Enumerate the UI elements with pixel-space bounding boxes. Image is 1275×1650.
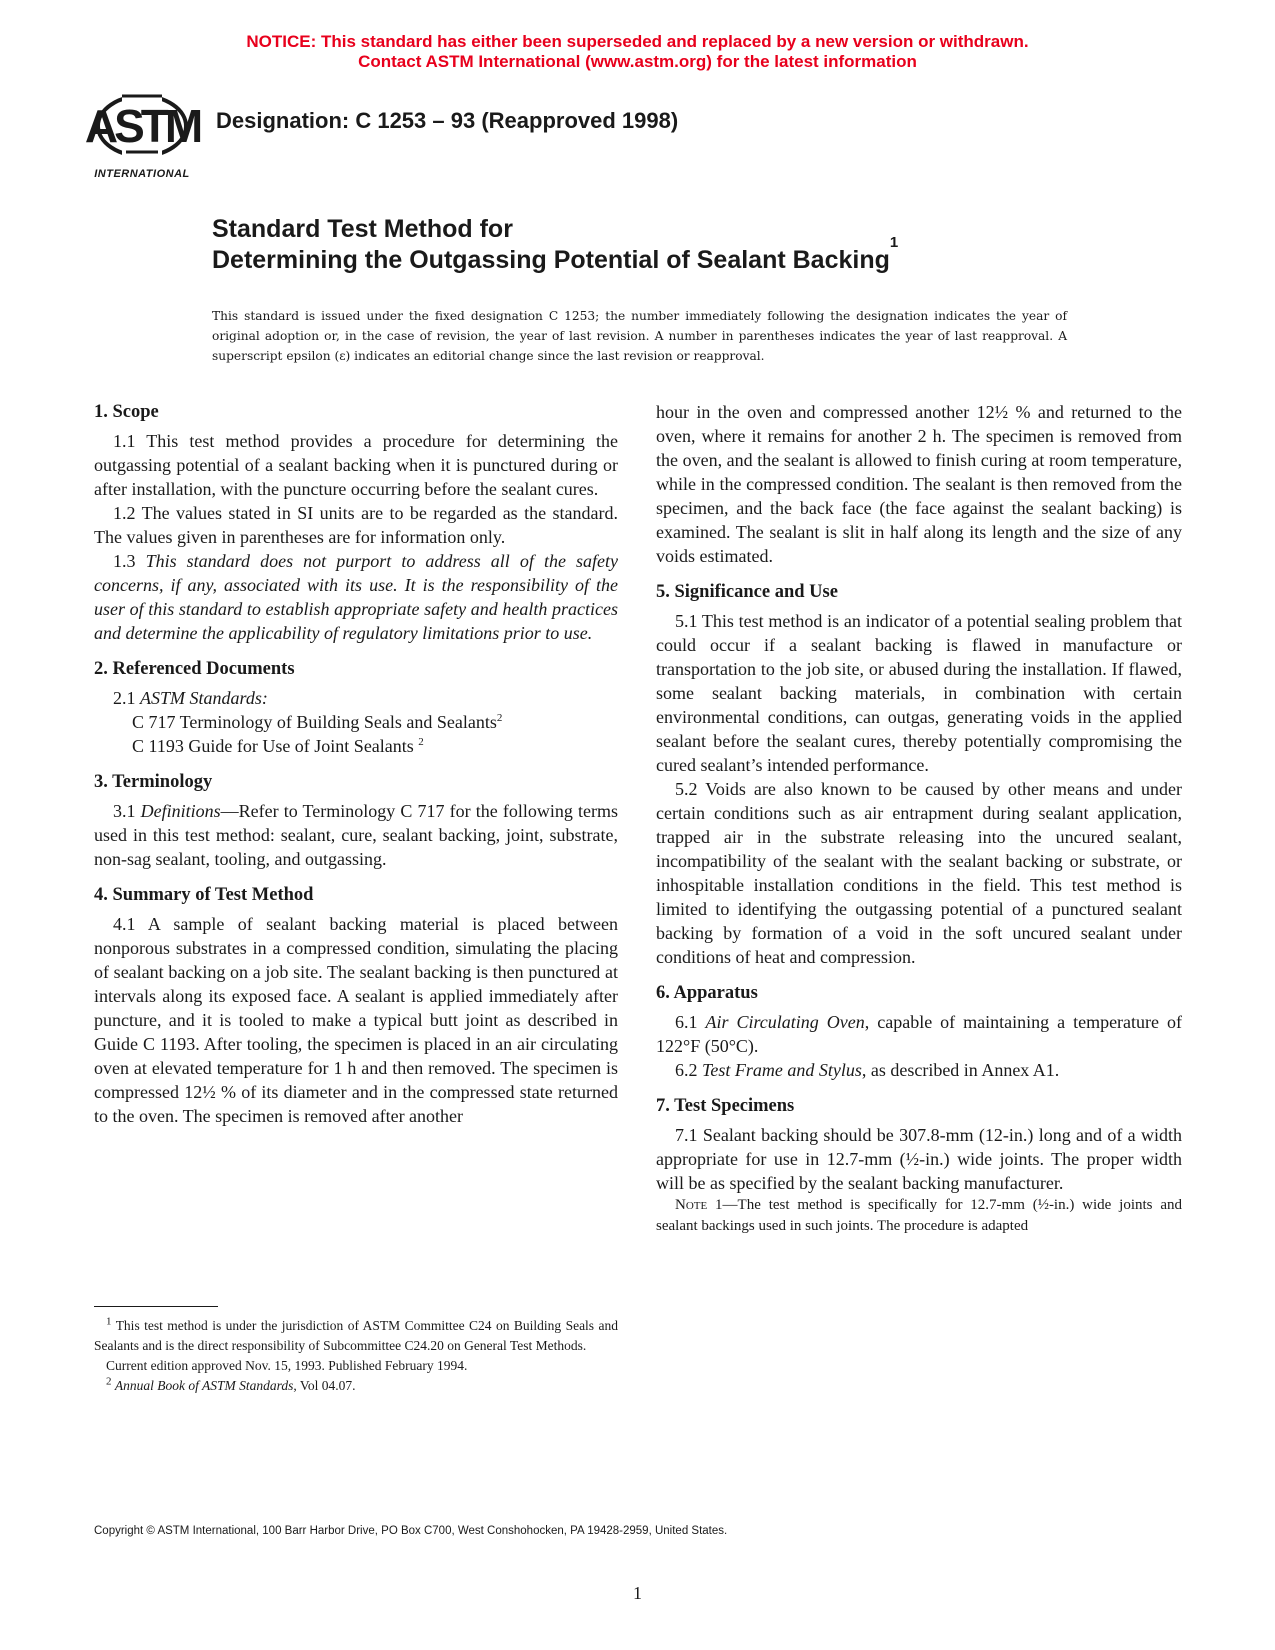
reference-c717: C 717 Terminology of Building Seals and Sealants$^2$ bbox=[132, 712, 503, 732]
paragraph-5-2: 5.2 Voids are also known to be caused by other means and under certain conditions such as air entrapment during sealant application, trapped air in the substrate releasing into the uncured sealant, incompatibility of the sealant with the sealant backing or substrate, or inhospitable installation conditions in the field. This test method is limited to identifying the outgassing potential of a punctured sealant backing by formation of a void in the soft uncured sealant under conditions of heat and compression. bbox=[656, 779, 1182, 967]
title-line-1: Standard Test Method for bbox=[212, 215, 513, 243]
svg-text:ASTM: ASTM bbox=[84, 100, 200, 152]
section-heading-summary: 4. Summary of Test Method bbox=[94, 885, 314, 905]
left-column bbox=[94, 400, 618, 1128]
notice-line-1: NOTICE: This standard has either been superseded and replaced by a new version or withdrawn. bbox=[246, 32, 1029, 51]
paragraph-1-1: 1.1 This test method provides a procedure for determining the outgassing potential of a sealant backing when it is punctured during or after installation, with the puncture occurring before the sealant cures. bbox=[94, 431, 618, 499]
paragraph-4-1-continued: hour in the oven and compressed another 12½ % and returned to the oven, where it remains for another 2 h. The specimen is removed from the oven, and the sealant is allowed to finish curing at room temperature, while in the compressed condition. The sealant is then removed from the specimen, and the back face (the face against the sealant backing) is examined. The sealant is slit in half along its length and the size of any voids estimated. bbox=[656, 402, 1182, 566]
paragraph-1-3: 1.3 This standard does not purport to address all of the safety concerns, if any, associated with its use. It is the responsibility of the user of this standard to establish appropriate safety and health practices and determine the applicability of regulatory limitations prior to use. bbox=[94, 551, 618, 643]
page-number: 1 bbox=[633, 1583, 642, 1603]
copyright-line: Copyright © ASTM International, 100 Barr Harbor Drive, PO Box C700, West Conshohocken, PA 19428-2959, United States. bbox=[94, 1525, 728, 1537]
right-column bbox=[656, 400, 1182, 1237]
paragraph-1-2: 1.2 The values stated in SI units are to be regarded as the standard. The values given in parentheses are for information only. bbox=[94, 503, 618, 547]
designation: Designation: C 1253 – 93 (Reapproved 1998) bbox=[216, 108, 679, 133]
title-footnote-mark: 1 bbox=[889, 234, 899, 251]
title-line-2: Determining the Outgassing Potential of Sealant Backing$^1$ bbox=[212, 234, 899, 274]
footnote-1: $^1$ This test method is under the jurisdiction of ASTM Committee C24 on Building Seals and Sealants and is the direct responsibility of Subcommittee C24.20 on General Test Methods. bbox=[94, 1315, 618, 1353]
paragraph-4-1: 4.1 A sample of sealant backing material is placed between nonporous substrates in a compressed condition, simulating the placing of sealant backing on a job site. The sealant backing is then punctured at intervals along its exposed face. A sealant is applied immediately after puncture, and it is tooled to make a typical butt joint as described in Guide C 1193. After tooling, the specimen is placed in an air circulating oven at elevated temperature for 1 h and then removed. The specimen is compressed 12½ % of its diameter and in the compressed state returned to the oven. The specimen is removed after another bbox=[94, 914, 618, 1126]
withdrawal-notice bbox=[0, 32, 1275, 72]
document-title bbox=[212, 214, 898, 276]
paragraph-6-2: 6.2 Test Frame and Stylus, as described in Annex A1. bbox=[675, 1060, 1060, 1080]
footnotes bbox=[94, 1316, 618, 1396]
paragraph-2-1: 2.1 ASTM Standards: bbox=[113, 688, 268, 708]
section-heading-specimens: 7. Test Specimens bbox=[656, 1096, 795, 1116]
paragraph-6-1: 6.1 Air Circulating Oven, capable of maintaining a temperature of 122°F (50°C). bbox=[656, 1012, 1182, 1056]
section-heading-referenced: 2. Referenced Documents bbox=[94, 659, 295, 679]
paragraph-5-1: 5.1 This test method is an indicator of a potential sealing problem that could occur if a sealant backing is flawed in manufacture or transportation to the job site, or abused during the installation. If flawed, some sealant backing materials, in combination with certain environmental conditions, can outgas, generating voids in the applied sealant before the sealant cures, thereby potentially compromising the cured sealant’s intended performance. bbox=[656, 611, 1182, 775]
note-1: Note 1—The test method is specifically for 12.7-mm (½-in.) wide joints and sealant backings used in such joints. The procedure is adapted bbox=[656, 1197, 1182, 1234]
astm-logo-icon bbox=[84, 88, 200, 168]
footnote-2: $^2$ Annual Book of ASTM Standards, Vol 04.07. bbox=[106, 1375, 356, 1393]
section-heading-apparatus: 6. Apparatus bbox=[656, 983, 758, 1003]
footnote-rule bbox=[94, 1306, 218, 1307]
notice-line-2: Contact ASTM International (www.astm.org) for the latest information bbox=[358, 52, 917, 71]
paragraph-3-1: 3.1 Definitions—Refer to Terminology C 717 for the following terms used in this test method: sealant, cure, sealant backing, joint, substrate, non-sag sealant, tooling, and outgassing. bbox=[94, 801, 619, 869]
logo-wordmark: INTERNATIONAL bbox=[94, 168, 190, 180]
section-heading-significance: 5. Significance and Use bbox=[656, 582, 838, 602]
astm-logo bbox=[84, 88, 202, 180]
paragraph-7-1: 7.1 Sealant backing should be 307.8-mm (12-in.) long and of a width appropriate for use in 12.7-mm (½-in.) wide joints. The proper width will be as specified by the sealant backing manufacturer. bbox=[656, 1125, 1182, 1193]
section-heading-terminology: 3. Terminology bbox=[94, 772, 213, 792]
reference-c1193: C 1193 Guide for Use of Joint Sealants $^2$ bbox=[132, 736, 424, 756]
footnote-1-edition: Current edition approved Nov. 15, 1993. Published February 1994. bbox=[106, 1358, 468, 1373]
issuance-note: This standard is issued under the fixed designation C 1253; the number immediately following the designation indicates the year of original adoption or, in the case of revision, the year of last revision. A number in parentheses indicates the year of last reapproval. A superscript epsilon (ε) indicates an editorial change since the last revision or reapproval. bbox=[212, 309, 1067, 363]
section-heading-scope: 1. Scope bbox=[94, 402, 159, 422]
